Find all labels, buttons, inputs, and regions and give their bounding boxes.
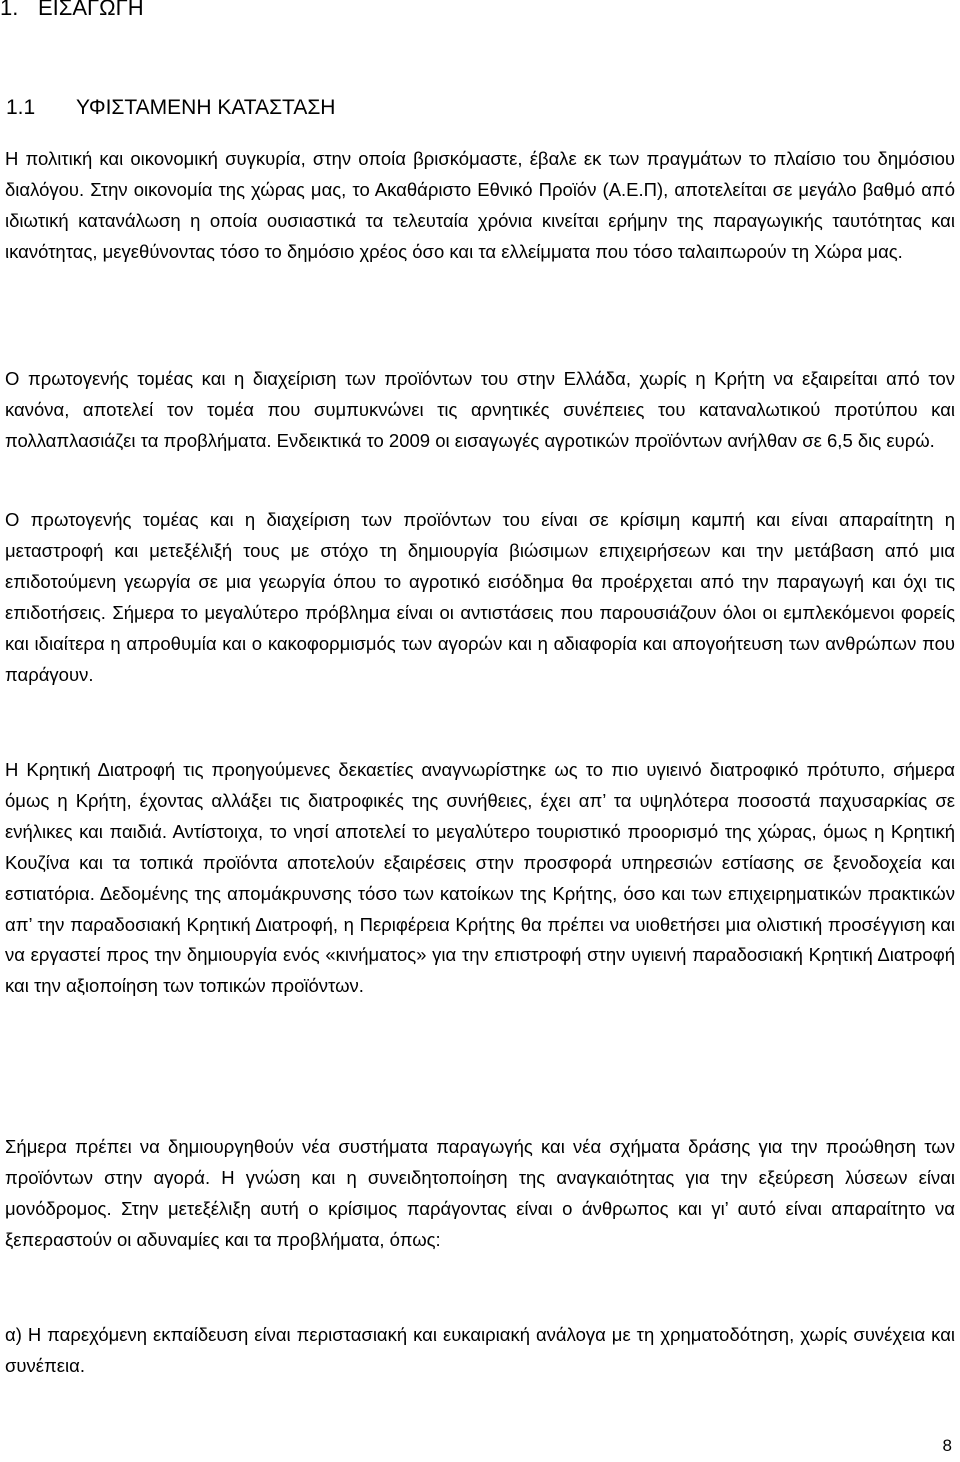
chapter-number: 1. xyxy=(0,0,19,20)
page-number: 8 xyxy=(942,1436,952,1455)
paragraph: Η Κρητική Διατροφή τις προηγούμενες δεκαετίες αναγνωρίστηκε ως το πιο υγιεινό διατροφικό πρότυπο, σήμερα όμως η Κρήτη, έχοντας αλλάξει τις διατροφικές της συνήθειες, έχει απ’ τα υψηλότερα ποσοστά παχυσαρκίας σε ενήλικες και παιδιά. Αντίστοιχα, το νησί αποτελεί το μεγαλύτερο τουριστικό προορισμό της χώρας, όμως η Κρητική Κουζίνα και τα τοπικά προϊόντα αποτελούν εξαιρέσεις στην προσφορά υπηρεσιών εστίασης σε ξενοδοχεία και εστιατόρια. Δεδομένης της απομάκρυνσης τόσο των κατοίκων της Κρήτης, όσο και των επιχειρηματικών πρακτικών απ’ την παραδοσιακή Κρητική Διατροφή, η Περιφέρεια Κρήτης θα πρέπει να υιοθετήσει μια ολιστική προσέγγιση και να εργαστεί προς την δημιουργία ενός «κινήματος» για την επιστροφή στην υγιεινή παραδοσιακή Κρητική Διατροφή και την αξιοποίηση των τοπικών προϊόντων. xyxy=(5,759,955,997)
paragraph: Σήμερα πρέπει να δημιουργηθούν νέα συστήματα παραγωγής και νέα σχήματα δράσης για την προώθηση των προϊόντων στην αγορά. Η γνώση και η συνειδητοποίηση της αναγκαιότητας για την εξεύρεση λύσεων είναι μονόδρομος. Στην μετεξέλιξη αυτή ο κρίσιμος παράγοντας είναι ο άνθρωπος και γι’ αυτό είναι απαραίτητο να ξεπεραστούν οι αδυναμίες και τα προβλήματα, όπως: xyxy=(5,1136,955,1250)
chapter-heading xyxy=(0,0,144,22)
section-number: 1.1 xyxy=(6,96,36,119)
chapter-title: ΕΙΣΑΓΩΓΗ xyxy=(38,0,144,20)
paragraph: Η πολιτική και οικονομική συγκυρία, στην οποία βρισκόμαστε, έβαλε εκ των πραγμάτων το πλαίσιο του δημόσιου διαλόγου. Στην οικονομία της χώρας μας, το Ακαθάριστο Εθνικό Προϊόν (Α.Ε.Π), αποτελείται σε μεγάλο βαθμό από ιδιωτική κατανάλωση η οποία ουσιαστικά τα τελευταία χρόνια κινείται ερήμην της παραγωγικής ταυτότητας και ικανότητας, μεγεθύνοντας τόσο το δημόσιο χρέος όσο και τα ελλείμματα που τόσο ταλαιπωρούν τη Χώρα μας. xyxy=(5,148,955,262)
paragraph: Ο πρωτογενής τομέας και η διαχείριση των προϊόντων του στην Ελλάδα, χωρίς η Κρήτη να εξαιρείται από τον κανόνα, αποτελεί τον τομέα που συμπυκνώνει τις αρνητικές συνέπειες του καταναλωτικού προτύπου και πολλαπλασιάζει τα προβλήματα. Ενδεικτικά το 2009 οι εισαγωγές αγροτικών προϊόντων ανήλθαν σε 6,5 δις ευρώ. xyxy=(5,368,955,451)
section-heading xyxy=(6,94,335,122)
section-title: ΥΦΙΣΤΑΜΕΝΗ ΚΑΤΑΣΤΑΣΗ xyxy=(76,96,336,119)
list-item-paragraph: α) Η παρεχόμενη εκπαίδευση είναι περιστασιακή και ευκαιριακή ανάλογα με τη χρηματοδότηση, χωρίς συνέχεια και συνέπεια. xyxy=(5,1324,955,1376)
paragraph: Ο πρωτογενής τομέας και η διαχείριση των προϊόντων του είναι σε κρίσιμη καμπή και είναι απαραίτητη η μεταστροφή και μετεξέλιξή τους με στόχο τη δημιουργία βιώσιμων επιχειρήσεων και την μετάβαση από μια επιδοτούμενη γεωργία σε μια γεωργία όπου το αγροτικό εισόδημα θα προέρχεται από την παραγωγή και όχι τις επιδοτήσεις. Σήμερα το μεγαλύτερο πρόβλημα είναι οι αντιστάσεις που παρουσιάζουν όλοι οι εμπλεκόμενοι φορείς και ιδιαίτερα η απροθυμία και ο κακοφορμισμός των αγορών και η αδιαφορία και απογοήτευση των ανθρώπων που παράγουν. xyxy=(5,509,955,685)
